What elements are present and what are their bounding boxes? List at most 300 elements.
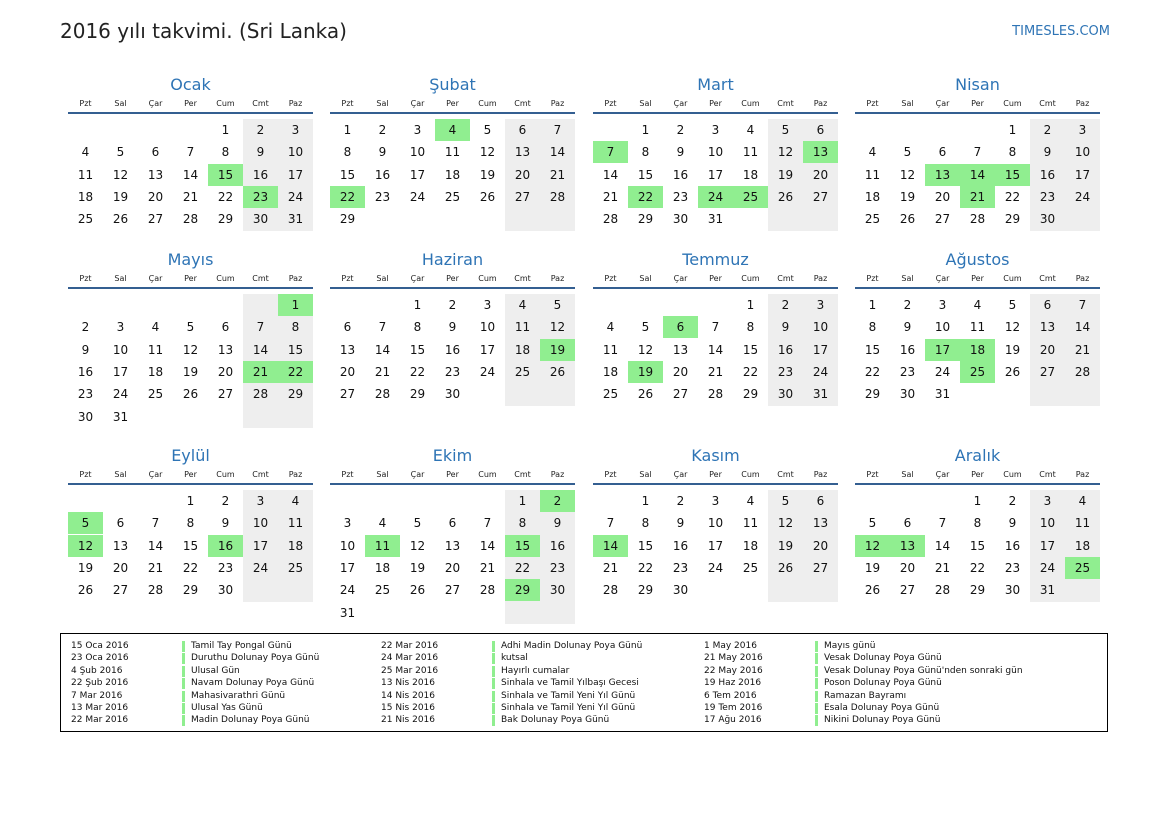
holiday-day-cell: 15 — [995, 164, 1030, 186]
day-cell: 3 — [343, 516, 352, 531]
day-cell: 19 — [1004, 342, 1021, 357]
weekday-header: Pzt — [604, 99, 617, 108]
weekday-header: Cum — [741, 470, 760, 479]
weekday-header: Çar — [410, 274, 425, 283]
weekday-header: Sal — [114, 274, 127, 283]
holiday-entry — [71, 714, 401, 726]
day-cell: 27 — [147, 212, 164, 227]
holiday-entry — [704, 652, 1034, 664]
day-cell: 18 — [864, 189, 881, 204]
day-cell: 30 — [672, 583, 689, 598]
weekday-header: Per — [971, 99, 984, 108]
day-cell: 21 — [1074, 342, 1091, 357]
day-cell: 17 — [339, 560, 356, 575]
day-cell: 11 — [287, 516, 304, 531]
day-cell: 26 — [1004, 364, 1021, 379]
weekday-header: Çar — [673, 99, 688, 108]
holiday-name: Adhi Madin Dolunay Poya Günü — [501, 641, 643, 651]
day-cell: 23 — [1004, 560, 1021, 575]
weekday-header: Sal — [901, 99, 914, 108]
day-cell: 10 — [252, 516, 269, 531]
day-cell: 13 — [444, 538, 461, 553]
day-cell: 22 — [182, 560, 199, 575]
day-cell: 16 — [77, 364, 94, 379]
holiday-day-cell: 22 — [628, 186, 663, 208]
month-name: Eylül — [171, 446, 210, 465]
day-cell: 21 — [602, 560, 619, 575]
day-cell: 22 — [969, 560, 986, 575]
holiday-entry — [71, 652, 401, 664]
month-name: Nisan — [955, 75, 1000, 94]
weekday-header: Sal — [376, 470, 389, 479]
day-cell: 19 — [777, 538, 794, 553]
day-cell: 7 — [938, 516, 947, 531]
holiday-marker — [492, 641, 495, 652]
day-cell: 20 — [672, 364, 689, 379]
day-cell: 11 — [742, 145, 759, 160]
day-cell: 15 — [287, 342, 304, 357]
day-cell: 2 — [81, 320, 90, 335]
day-cell: 22 — [864, 364, 881, 379]
day-cell: 13 — [147, 167, 164, 182]
day-cell: 17 — [1074, 167, 1091, 182]
day-cell: 9 — [676, 516, 685, 531]
day-cell: 23 — [899, 364, 916, 379]
holiday-date: 7 Mar 2016 — [71, 690, 123, 701]
holiday-entry — [71, 640, 401, 652]
weekday-header: Pzt — [79, 274, 92, 283]
day-cell: 5 — [413, 516, 422, 531]
day-cell: 16 — [444, 342, 461, 357]
weekday-header: Çar — [935, 274, 950, 283]
holiday-name: Madin Dolunay Poya Günü — [191, 715, 310, 726]
holiday-entry — [381, 677, 711, 689]
day-cell: 2 — [1043, 123, 1052, 137]
day-cell: 25 — [602, 387, 619, 402]
day-cell: 15 — [637, 538, 654, 553]
day-cell: 18 — [602, 364, 619, 379]
day-cell: 28 — [602, 212, 619, 227]
weekday-header: Cmt — [1039, 99, 1056, 108]
day-cell: 15 — [742, 342, 759, 357]
holiday-date: 22 May 2016 — [704, 665, 763, 676]
holiday-day-cell: 19 — [540, 339, 575, 361]
day-cell: 10 — [812, 320, 829, 335]
day-cell: 16 — [1039, 167, 1056, 182]
day-cell: 25 — [514, 364, 531, 379]
day-cell: 21 — [707, 364, 724, 379]
holiday-list — [60, 633, 1108, 732]
day-cell: 17 — [409, 167, 426, 182]
day-cell: 19 — [899, 189, 916, 204]
day-cell: 2 — [676, 494, 685, 508]
holiday-entry — [71, 677, 401, 689]
day-cell: 26 — [899, 212, 916, 227]
day-cell: 7 — [711, 320, 720, 335]
weekday-header: Sal — [114, 470, 127, 479]
weekday-header: Çar — [410, 99, 425, 108]
day-cell: 10 — [707, 145, 724, 160]
weekday-header: Cmt — [514, 470, 531, 479]
day-cell: 18 — [287, 538, 304, 553]
day-cell: 31 — [934, 387, 951, 402]
day-cell: 21 — [147, 560, 164, 575]
holiday-marker — [815, 678, 818, 689]
day-cell: 25 — [444, 189, 461, 204]
day-cell: 13 — [812, 516, 829, 531]
day-cell: 10 — [112, 342, 129, 357]
day-cell: 29 — [1004, 212, 1021, 227]
day-cell: 29 — [339, 212, 356, 227]
holiday-date: 1 May 2016 — [704, 641, 757, 651]
day-cell: 13 — [1039, 320, 1056, 335]
day-cell: 17 — [252, 538, 269, 553]
day-cell: 4 — [151, 320, 160, 335]
holiday-entry — [381, 714, 711, 726]
holiday-day-cell: 25 — [733, 186, 768, 208]
day-cell: 16 — [777, 342, 794, 357]
day-cell: 6 — [518, 123, 527, 137]
day-cell: 5 — [641, 320, 650, 335]
day-cell: 19 — [409, 560, 426, 575]
holiday-day-cell: 21 — [243, 361, 278, 383]
day-cell: 29 — [742, 387, 759, 402]
holiday-date: 6 Tem 2016 — [704, 690, 757, 701]
day-cell: 9 — [378, 145, 387, 160]
day-cell: 6 — [816, 494, 825, 508]
day-cell: 20 — [899, 560, 916, 575]
day-cell: 15 — [969, 538, 986, 553]
day-cell: 25 — [742, 560, 759, 575]
day-cell: 14 — [602, 167, 619, 182]
day-cell: 10 — [339, 538, 356, 553]
day-cell: 5 — [483, 123, 492, 137]
holiday-day-cell: 21 — [960, 186, 995, 208]
day-cell: 9 — [448, 320, 457, 335]
day-cell: 6 — [903, 516, 912, 531]
day-cell: 27 — [217, 387, 234, 402]
page-title: 2016 yılı takvimi. (Sri Lanka) — [60, 19, 347, 43]
holiday-day-cell: 25 — [960, 361, 995, 383]
holiday-date: 23 Oca 2016 — [71, 653, 129, 664]
holiday-entry — [381, 640, 711, 652]
weekday-header: Pzt — [341, 99, 354, 108]
day-cell: 26 — [182, 387, 199, 402]
holiday-marker — [182, 678, 185, 689]
day-cell: 30 — [549, 583, 566, 598]
holiday-marker — [815, 666, 818, 677]
day-cell: 26 — [112, 212, 129, 227]
day-cell: 26 — [479, 189, 496, 204]
day-cell: 12 — [777, 516, 794, 531]
day-cell: 28 — [549, 189, 566, 204]
day-cell: 5 — [1008, 298, 1017, 312]
weekday-header: Paz — [1075, 274, 1090, 283]
weekday-header: Çar — [935, 470, 950, 479]
month-name: Kasım — [691, 446, 740, 465]
day-cell: 12 — [409, 538, 426, 553]
holiday-marker — [492, 666, 495, 677]
weekday-header: Pzt — [604, 470, 617, 479]
day-cell: 23 — [672, 189, 689, 204]
holiday-day-cell: 29 — [505, 579, 540, 601]
weekday-header: Pzt — [866, 470, 879, 479]
day-cell: 5 — [781, 123, 790, 137]
day-cell: 27 — [672, 387, 689, 402]
day-cell: 20 — [812, 538, 829, 553]
holiday-date: 14 Nis 2016 — [381, 690, 435, 701]
day-cell: 20 — [1039, 342, 1056, 357]
day-cell: 27 — [1039, 364, 1056, 379]
day-cell: 20 — [217, 364, 234, 379]
day-cell: 30 — [252, 212, 269, 227]
holiday-name: Esala Dolunay Poya Günü — [824, 702, 940, 713]
day-cell: 11 — [1074, 516, 1091, 531]
day-cell: 18 — [742, 538, 759, 553]
day-cell: 12 — [182, 342, 199, 357]
weekday-header: Paz — [288, 99, 303, 108]
day-cell: 31 — [812, 387, 829, 402]
day-cell: 19 — [479, 167, 496, 182]
day-cell: 9 — [553, 516, 562, 531]
holiday-date: 13 Nis 2016 — [381, 678, 435, 689]
month-10 — [330, 446, 575, 626]
header-rule — [593, 287, 838, 289]
day-cell: 8 — [746, 320, 755, 335]
day-cell: 3 — [116, 320, 125, 335]
site-link[interactable]: TIMESLES.COM — [1012, 24, 1110, 39]
day-cell: 24 — [934, 364, 951, 379]
holiday-marker — [815, 703, 818, 714]
day-cell: 2 — [1008, 494, 1017, 508]
day-cell: 29 — [969, 583, 986, 598]
weekday-header: Sal — [901, 470, 914, 479]
weekday-header: Paz — [1075, 470, 1090, 479]
day-cell: 23 — [77, 387, 94, 402]
month-9 — [68, 446, 313, 626]
holiday-name: Vesak Dolunay Poya Günü — [824, 653, 942, 664]
day-cell: 29 — [217, 212, 234, 227]
day-cell: 26 — [549, 364, 566, 379]
holiday-name: Hayırlı cumalar — [501, 665, 570, 676]
day-cell: 15 — [182, 538, 199, 553]
day-cell: 19 — [112, 189, 129, 204]
holiday-day-cell: 7 — [593, 141, 628, 163]
holiday-marker — [492, 691, 495, 702]
weekday-header: Paz — [1075, 99, 1090, 108]
day-cell: 27 — [934, 212, 951, 227]
day-cell: 26 — [777, 189, 794, 204]
day-cell: 17 — [707, 538, 724, 553]
holiday-name: Sinhala ve Tamil Yeni Yıl Günü — [501, 690, 636, 701]
day-cell: 11 — [864, 167, 881, 182]
day-cell: 14 — [934, 538, 951, 553]
weekday-header: Cum — [216, 99, 235, 108]
day-cell: 4 — [746, 123, 755, 137]
day-cell: 7 — [606, 516, 615, 531]
holiday-entry — [704, 665, 1034, 677]
holiday-column — [71, 640, 401, 727]
day-cell: 7 — [973, 145, 982, 160]
day-cell: 27 — [112, 583, 129, 598]
day-cell: 30 — [672, 212, 689, 227]
holiday-date: 25 Mar 2016 — [381, 665, 439, 676]
day-cell: 8 — [641, 516, 650, 531]
day-cell: 15 — [339, 167, 356, 182]
day-cell: 9 — [1043, 145, 1052, 160]
weekday-header: Cmt — [514, 274, 531, 283]
day-cell: 6 — [1043, 298, 1052, 312]
holiday-day-cell: 4 — [435, 119, 470, 141]
header-rule — [855, 112, 1100, 114]
day-cell: 27 — [812, 189, 829, 204]
holiday-day-cell: 18 — [960, 339, 995, 361]
weekday-header: Pzt — [866, 274, 879, 283]
header-rule — [593, 112, 838, 114]
day-cell: 1 — [221, 123, 230, 137]
holiday-name: Sinhala ve Tamil Yeni Yıl Günü — [501, 702, 636, 713]
day-cell: 4 — [291, 494, 300, 508]
day-cell: 6 — [448, 516, 457, 531]
holiday-day-cell: 13 — [803, 141, 838, 163]
holiday-entry — [704, 702, 1034, 714]
holiday-name: Sinhala ve Tamil Yılbaşı Gecesi — [501, 678, 639, 689]
weekday-header: Çar — [673, 470, 688, 479]
weekday-header: Per — [184, 99, 197, 108]
day-cell: 4 — [378, 516, 387, 531]
day-cell: 25 — [374, 583, 391, 598]
day-cell: 21 — [374, 364, 391, 379]
day-cell: 18 — [514, 342, 531, 357]
day-cell: 26 — [777, 560, 794, 575]
holiday-day-cell: 25 — [1065, 557, 1100, 579]
holiday-date: 22 Mar 2016 — [381, 641, 439, 651]
day-cell: 4 — [518, 298, 527, 312]
day-cell: 8 — [868, 320, 877, 335]
day-cell: 26 — [409, 583, 426, 598]
day-cell: 8 — [518, 516, 527, 531]
day-cell: 20 — [514, 167, 531, 182]
header-rule — [855, 287, 1100, 289]
day-cell: 8 — [973, 516, 982, 531]
day-cell: 14 — [549, 145, 566, 160]
day-cell: 28 — [182, 212, 199, 227]
day-cell: 3 — [711, 494, 720, 508]
day-cell: 24 — [812, 364, 829, 379]
day-cell: 22 — [514, 560, 531, 575]
day-cell: 8 — [343, 145, 352, 160]
day-cell: 1 — [641, 123, 650, 137]
day-cell: 23 — [549, 560, 566, 575]
day-cell: 26 — [864, 583, 881, 598]
day-cell: 24 — [1039, 560, 1056, 575]
weekday-header: Paz — [550, 274, 565, 283]
month-name: Aralık — [954, 446, 1001, 465]
day-cell: 2 — [256, 123, 265, 137]
holiday-entry — [704, 677, 1034, 689]
holiday-date: 17 Ağu 2016 — [704, 715, 762, 726]
day-cell: 31 — [287, 212, 304, 227]
day-cell: 1 — [343, 123, 352, 137]
day-cell: 7 — [378, 320, 387, 335]
day-cell: 10 — [707, 516, 724, 531]
day-cell: 23 — [777, 364, 794, 379]
day-cell: 7 — [483, 516, 492, 531]
weekday-header: Sal — [114, 99, 127, 108]
day-cell: 2 — [903, 298, 912, 312]
holiday-entry — [381, 702, 711, 714]
month-1 — [68, 75, 313, 255]
weekday-header: Per — [446, 470, 459, 479]
month-8 — [855, 250, 1100, 430]
month-11 — [593, 446, 838, 626]
day-cell: 27 — [514, 189, 531, 204]
day-cell: 26 — [77, 583, 94, 598]
holiday-marker — [492, 678, 495, 689]
day-cell: 9 — [256, 145, 265, 160]
day-cell: 10 — [409, 145, 426, 160]
day-cell: 18 — [147, 364, 164, 379]
day-cell: 30 — [1004, 583, 1021, 598]
day-cell: 5 — [553, 298, 562, 312]
day-cell: 9 — [81, 342, 90, 357]
day-cell: 8 — [291, 320, 300, 335]
holiday-name: Poson Dolunay Poya Günü — [824, 678, 942, 689]
holiday-day-cell: 17 — [925, 339, 960, 361]
day-cell: 16 — [1004, 538, 1021, 553]
holiday-date: 19 Tem 2016 — [704, 702, 763, 713]
weekday-header: Paz — [813, 99, 828, 108]
day-cell: 12 — [777, 145, 794, 160]
holiday-entry — [704, 714, 1034, 726]
holiday-date: 19 Haz 2016 — [704, 678, 762, 689]
weekday-header: Sal — [376, 99, 389, 108]
day-cell: 20 — [112, 560, 129, 575]
day-cell: 14 — [1074, 320, 1091, 335]
weekday-header: Cmt — [777, 470, 794, 479]
holiday-entry — [381, 690, 711, 702]
day-cell: 10 — [287, 145, 304, 160]
day-cell: 14 — [707, 342, 724, 357]
holiday-day-cell: 1 — [278, 294, 313, 316]
day-cell: 15 — [409, 342, 426, 357]
weekday-header: Sal — [376, 274, 389, 283]
day-cell: 13 — [514, 145, 531, 160]
holiday-day-cell: 22 — [278, 361, 313, 383]
holiday-day-cell: 23 — [243, 186, 278, 208]
month-name: Ekim — [432, 446, 473, 465]
header-rule — [68, 287, 313, 289]
weekday-header: Cum — [1003, 470, 1022, 479]
holiday-name: Vesak Dolunay Poya Günü'nden sonraki gün — [824, 665, 1023, 676]
day-cell: 20 — [444, 560, 461, 575]
day-cell: 21 — [182, 189, 199, 204]
header-rule — [330, 483, 575, 485]
day-cell: 17 — [479, 342, 496, 357]
day-cell: 25 — [287, 560, 304, 575]
day-cell: 12 — [1004, 320, 1021, 335]
weekday-header: Cmt — [777, 274, 794, 283]
day-cell: 13 — [339, 342, 356, 357]
holiday-date: 13 Mar 2016 — [71, 702, 129, 713]
day-cell: 7 — [186, 145, 195, 160]
month-name: Şubat — [429, 75, 476, 94]
weekday-header: Cmt — [252, 99, 269, 108]
day-cell: 27 — [444, 583, 461, 598]
weekday-header: Cum — [478, 470, 497, 479]
holiday-day-cell: 24 — [698, 186, 733, 208]
day-cell: 19 — [182, 364, 199, 379]
